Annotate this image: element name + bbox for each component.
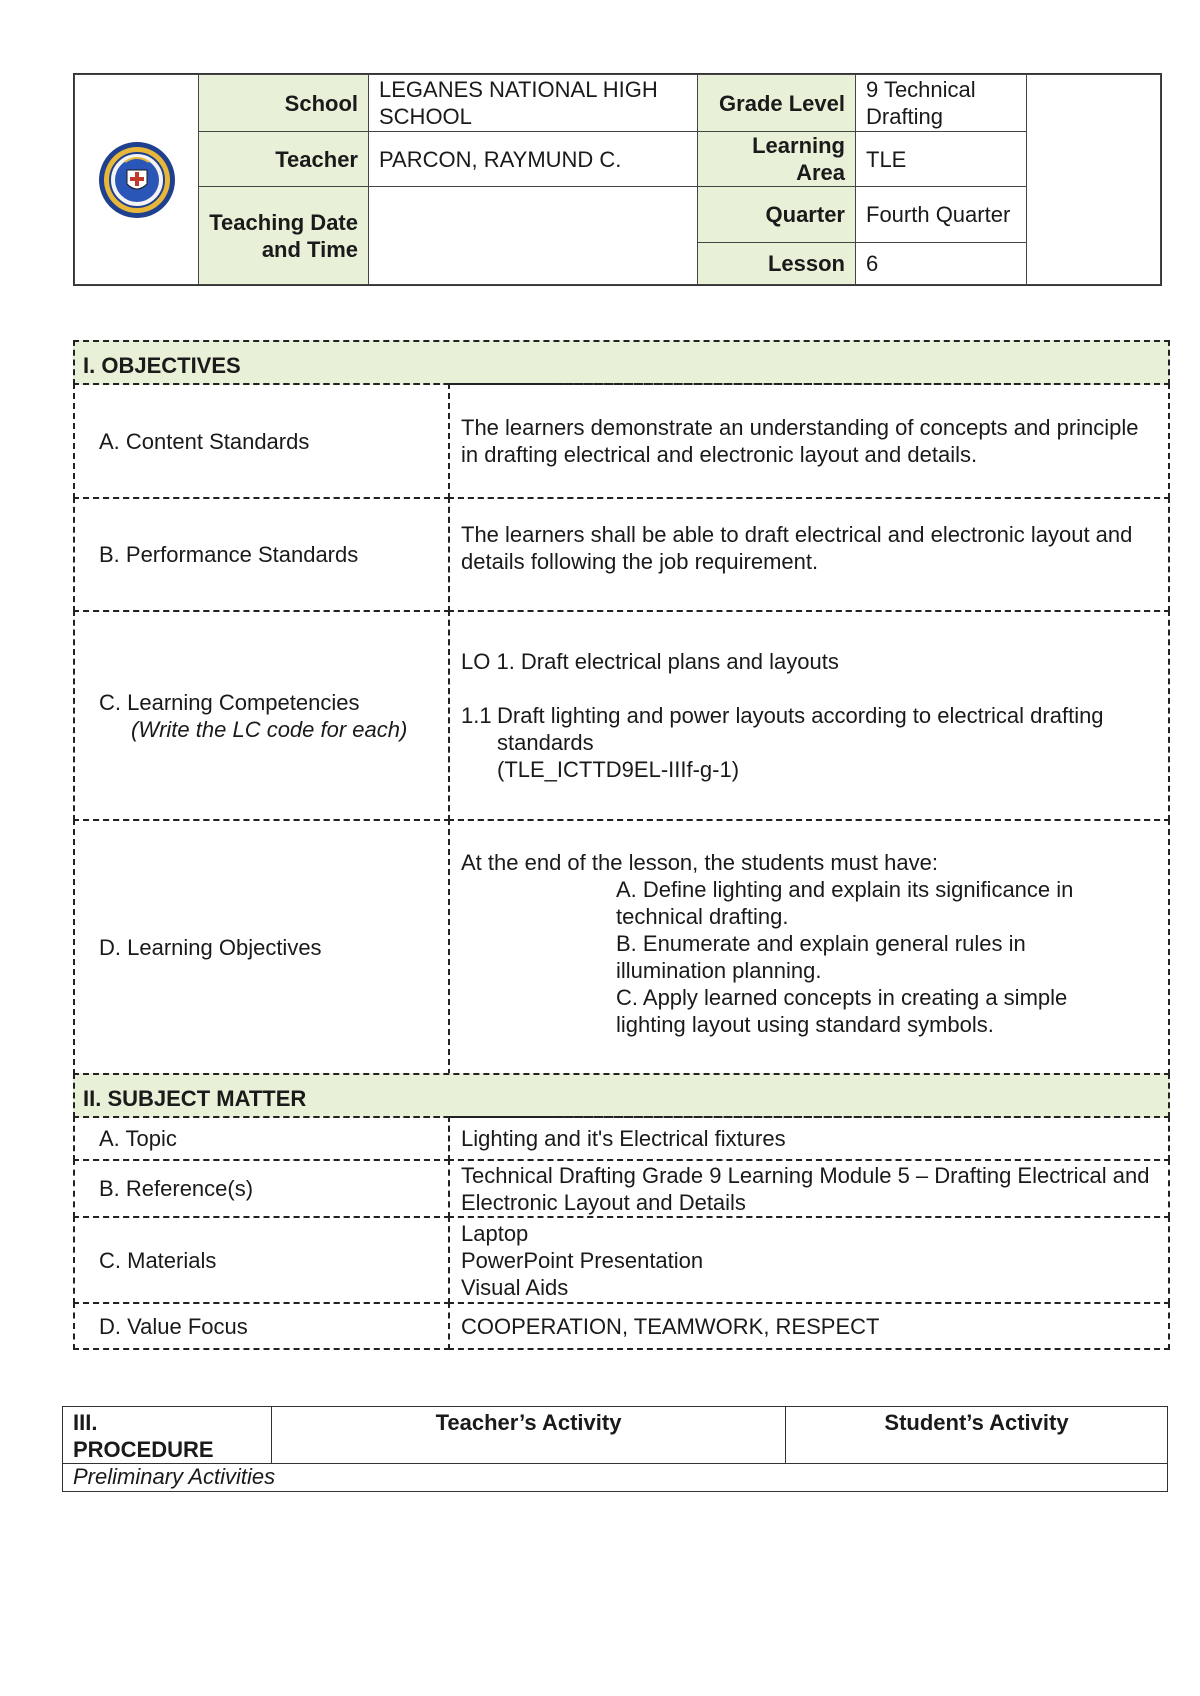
competencies-cell: [448, 610, 1170, 821]
value-focus-value: COOPERATION, TEAMWORK, RESPECT: [461, 1313, 880, 1339]
topic-label: A. Topic: [73, 1116, 450, 1161]
learning-objective-item: B. Enumerate and explain general rules in illumination planning.: [616, 931, 1026, 983]
student-activity-header: Student’s Activity: [785, 1406, 1168, 1464]
learning-area-label: Learning Area: [697, 131, 856, 187]
content-standards-text: The learners demonstrate an understanding of concepts and principle in drafting electrical and electronic layout and details.: [461, 415, 1139, 467]
materials-item: Laptop: [461, 1220, 529, 1246]
grade-level-label: Grade Level: [697, 74, 856, 132]
quarter-label: Quarter: [697, 186, 856, 243]
reference-value: Technical Drafting Grade 9 Learning Module 5 – Drafting Electrical and Electronic Layout and Details: [461, 1162, 1150, 1215]
lesson-value: 6: [855, 242, 1027, 285]
performance-standards-text: The learners shall be able to draft electrical and electronic layout and details following the job requirement.: [461, 522, 1133, 574]
lesson-label: Lesson: [697, 242, 856, 285]
performance-standards-cell: [448, 497, 1170, 612]
teaching-date-label: Teaching Date and Time: [198, 186, 369, 285]
procedure-heading-line2: PROCEDURE: [73, 1437, 214, 1462]
learning-area-value: TLE: [855, 131, 1027, 187]
teacher-activity-header: Teacher’s Activity: [271, 1406, 786, 1464]
content-standards-label: A. Content Standards: [73, 383, 450, 499]
competencies-item-number: 1.1: [461, 703, 492, 728]
value-focus-label: D. Value Focus: [73, 1302, 450, 1350]
blank-cell: [1026, 74, 1161, 285]
learning-objectives-intro: At the end of the lesson, the students must have:: [461, 850, 938, 875]
materials-label: C. Materials: [73, 1216, 450, 1304]
school-seal-icon: [97, 140, 177, 220]
learning-objectives-label: D. Learning Objectives: [73, 819, 450, 1075]
value-focus-cell: [448, 1302, 1170, 1350]
topic-cell: [448, 1116, 1170, 1161]
teaching-date-value: [368, 186, 698, 285]
competencies-item: [461, 702, 1160, 756]
topic-value: Lighting and it's Electrical fixtures: [461, 1126, 786, 1151]
learning-objective-item: C. Apply learned concepts in creating a simple lighting layout using standard symbols.: [616, 985, 1068, 1037]
preliminary-activities: Preliminary Activities: [62, 1463, 1168, 1492]
school-value: LEGANES NATIONAL HIGH SCHOOL: [368, 74, 698, 132]
content-standards-cell: [448, 383, 1170, 499]
procedure-heading-line1: III.: [73, 1410, 98, 1435]
logo-cell: [74, 74, 199, 285]
quarter-value: Fourth Quarter: [855, 186, 1027, 243]
learning-objective-item: A. Define lighting and explain its significance in technical drafting.: [616, 877, 1074, 929]
materials-item: PowerPoint Presentation: [461, 1247, 704, 1273]
objectives-heading: I. OBJECTIVES: [73, 340, 1170, 385]
procedure-heading: [62, 1406, 272, 1464]
competencies-code: (TLE_ICTTD9EL-IIIf-g-1): [497, 757, 740, 782]
competencies-label-cell: [73, 610, 450, 821]
reference-cell: [448, 1159, 1170, 1218]
materials-cell: [448, 1216, 1170, 1304]
learning-objectives-cell: [448, 819, 1170, 1075]
teacher-value: PARCON, RAYMUND C.: [368, 131, 698, 187]
objectives-table: [73, 340, 1170, 1353]
materials-item: Visual Aids: [461, 1274, 569, 1300]
header-table: [73, 73, 1162, 286]
competencies-item-text: Draft lighting and power layouts according to electrical drafting standards: [497, 703, 1104, 755]
competencies-note: (Write the LC code for each): [131, 716, 408, 742]
teacher-label: Teacher: [198, 131, 369, 187]
school-label: School: [198, 74, 369, 132]
competencies-lo: LO 1. Draft electrical plans and layouts: [461, 649, 839, 674]
subject-matter-heading: II. SUBJECT MATTER: [73, 1073, 1170, 1118]
reference-label: B. Reference(s): [73, 1159, 450, 1218]
procedure-table: [62, 1406, 1168, 1492]
performance-standards-label: B. Performance Standards: [73, 497, 450, 612]
competencies-label: C. Learning Competencies: [99, 689, 360, 715]
grade-level-value: 9 Technical Drafting: [855, 74, 1027, 132]
